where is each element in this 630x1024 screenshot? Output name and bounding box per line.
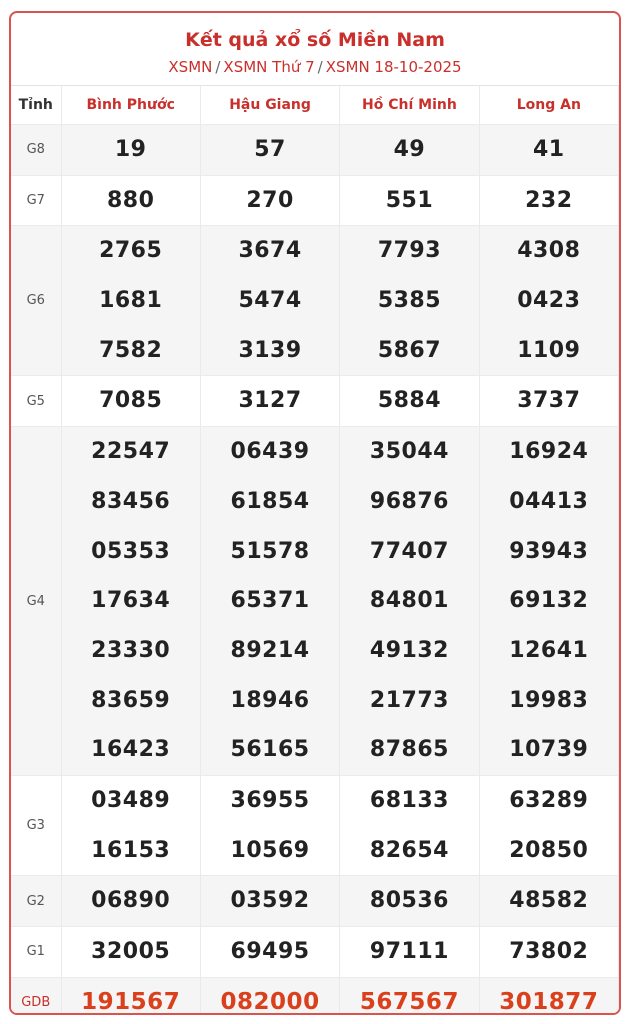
prize-number: 1681: [99, 288, 163, 314]
table-row: [11, 775, 619, 875]
prize-cell: [200, 775, 339, 875]
prize-number: 80536: [369, 888, 449, 914]
prize-label: G7: [11, 175, 61, 226]
prize-number: 69132: [509, 588, 589, 614]
prize-number: 5884: [377, 388, 442, 414]
prize-number: 97111: [369, 939, 449, 964]
prize-number: 35044: [369, 439, 449, 465]
prize-label: G6: [11, 226, 61, 376]
prize-cell: [200, 376, 339, 427]
prize-cell: [479, 977, 618, 1015]
prize-number: 232: [525, 187, 573, 213]
prize-number: 20850: [509, 837, 589, 863]
prize-number: 18946: [230, 687, 310, 713]
table-header-row: [11, 86, 619, 125]
breadcrumb-separator: /: [317, 58, 323, 76]
prize-cell: [479, 927, 618, 978]
prize-number: 03592: [230, 888, 310, 914]
jackpot-number: 082000: [220, 988, 320, 1015]
table-row: [11, 125, 619, 176]
table-row: [11, 427, 619, 776]
prize-number: 56165: [230, 737, 310, 763]
prize-cell: [340, 376, 479, 427]
prize-number: 83456: [91, 488, 171, 514]
prize-cell: [200, 125, 339, 176]
breadcrumb: [11, 58, 619, 76]
column-header-long-an[interactable]: Long An: [479, 86, 618, 125]
prize-label: GDB: [11, 977, 61, 1015]
prize-number: 3127: [238, 388, 302, 414]
prize-cell: [340, 876, 479, 927]
prize-cell: [479, 876, 618, 927]
table-row: [11, 175, 619, 226]
prize-number: 32005: [91, 939, 171, 964]
prize-number: 551: [385, 187, 434, 213]
breadcrumb-link-xsmn-date[interactable]: XSMN 18-10-2025: [325, 58, 462, 76]
prize-number: 4308: [517, 238, 581, 264]
prize-cell: [61, 977, 200, 1015]
prize-number: 880: [106, 187, 155, 213]
prize-cell: [61, 175, 200, 226]
prize-label: G8: [11, 125, 61, 176]
prize-number: 17634: [91, 588, 171, 614]
prize-cell: [479, 775, 618, 875]
table-row: [11, 376, 619, 427]
prize-number: 87865: [369, 737, 449, 763]
prize-number: 51578: [230, 538, 310, 564]
jackpot-number: 191567: [81, 988, 181, 1015]
table-row: [11, 226, 619, 376]
prize-cell: [200, 427, 339, 776]
prize-cell: [340, 226, 479, 376]
prize-number: 16924: [509, 439, 589, 465]
prize-cell: [61, 775, 200, 875]
prize-cell: [200, 226, 339, 376]
column-header-hau-giang[interactable]: Hậu Giang: [200, 86, 339, 125]
prize-number: 49: [393, 137, 426, 162]
prize-number: 2765: [99, 238, 163, 264]
prize-rows: [11, 125, 619, 1016]
prize-cell: [61, 927, 200, 978]
prize-number: 23330: [91, 637, 171, 663]
prize-number: 04413: [509, 488, 589, 514]
prize-number: 93943: [509, 538, 589, 564]
breadcrumb-separator: /: [215, 58, 221, 76]
prize-number: 61854: [230, 488, 310, 514]
prize-cell: [61, 876, 200, 927]
jackpot-number: 567567: [359, 988, 459, 1015]
prize-cell: [61, 226, 200, 376]
prize-number: 7085: [99, 388, 163, 414]
prize-number: 36955: [230, 787, 310, 813]
prize-cell: [61, 427, 200, 776]
prize-number: 5867: [377, 337, 442, 363]
prize-number: 84801: [369, 588, 449, 614]
prize-number: 03489: [91, 787, 171, 813]
prize-cell: [340, 977, 479, 1015]
jackpot-number: 301877: [499, 988, 599, 1015]
prize-number: 3737: [517, 388, 581, 414]
prize-number: 77407: [369, 538, 449, 564]
column-header-province: Tỉnh: [11, 86, 61, 125]
table-row: [11, 876, 619, 927]
prize-number: 19983: [509, 687, 589, 713]
prize-number: 65371: [230, 588, 310, 614]
prize-cell: [479, 226, 618, 376]
prize-cell: [340, 427, 479, 776]
prize-number: 7793: [377, 238, 442, 264]
prize-cell: [340, 927, 479, 978]
prize-number: 73802: [509, 939, 589, 964]
prize-number: 270: [246, 187, 294, 213]
prize-label: G1: [11, 927, 61, 978]
prize-number: 48582: [509, 888, 589, 914]
prize-number: 06890: [91, 888, 171, 914]
column-header-binh-phuoc[interactable]: Bình Phước: [61, 86, 200, 125]
page-title: Kết quả xổ số Miền Nam: [185, 29, 445, 51]
prize-cell: [479, 175, 618, 226]
prize-number: 1109: [517, 337, 581, 363]
results-header: [11, 13, 619, 86]
results-table: [11, 86, 619, 1015]
prize-number: 21773: [369, 687, 449, 713]
prize-number: 5385: [377, 288, 442, 314]
prize-cell: [200, 927, 339, 978]
prize-cell: [340, 175, 479, 226]
prize-number: 05353: [91, 538, 171, 564]
prize-cell: [200, 876, 339, 927]
table-row: [11, 927, 619, 978]
prize-number: 19: [114, 137, 147, 162]
prize-number: 83659: [91, 687, 171, 713]
prize-number: 63289: [509, 787, 589, 813]
prize-number: 96876: [369, 488, 449, 514]
prize-number: 57: [254, 137, 286, 162]
prize-number: 3139: [238, 337, 302, 363]
prize-cell: [340, 775, 479, 875]
prize-number: 82654: [369, 837, 449, 863]
prize-number: 16423: [91, 737, 171, 763]
prize-cell: [200, 175, 339, 226]
prize-label: G3: [11, 775, 61, 875]
prize-number: 68133: [369, 787, 449, 813]
prize-number: 0423: [517, 288, 581, 314]
prize-number: 69495: [230, 939, 310, 964]
prize-label: G2: [11, 876, 61, 927]
breadcrumb-link-xsmn[interactable]: XSMN: [168, 58, 213, 76]
prize-number: 16153: [91, 837, 171, 863]
prize-number: 41: [533, 137, 565, 162]
prize-cell: [61, 125, 200, 176]
prize-cell: [61, 376, 200, 427]
table-row: [11, 977, 619, 1015]
column-header-ho-chi-minh[interactable]: Hồ Chí Minh: [340, 86, 479, 125]
prize-cell: [340, 125, 479, 176]
prize-cell: [479, 376, 618, 427]
prize-number: 06439: [230, 439, 310, 465]
prize-number: 89214: [230, 637, 310, 663]
prize-number: 5474: [238, 288, 302, 314]
results-card: [9, 11, 621, 1015]
prize-number: 7582: [99, 337, 163, 363]
prize-label: G5: [11, 376, 61, 427]
prize-cell: [479, 427, 618, 776]
prize-label: G4: [11, 427, 61, 776]
prize-number: 49132: [369, 637, 449, 663]
prize-number: 12641: [509, 637, 589, 663]
prize-cell: [200, 977, 339, 1015]
prize-cell: [479, 125, 618, 176]
prize-number: 10569: [230, 837, 310, 863]
prize-number: 3674: [238, 238, 302, 264]
prize-number: 10739: [509, 737, 589, 763]
breadcrumb-link-xsmn-thu7[interactable]: XSMN Thứ 7: [223, 58, 315, 76]
prize-number: 22547: [91, 439, 171, 465]
